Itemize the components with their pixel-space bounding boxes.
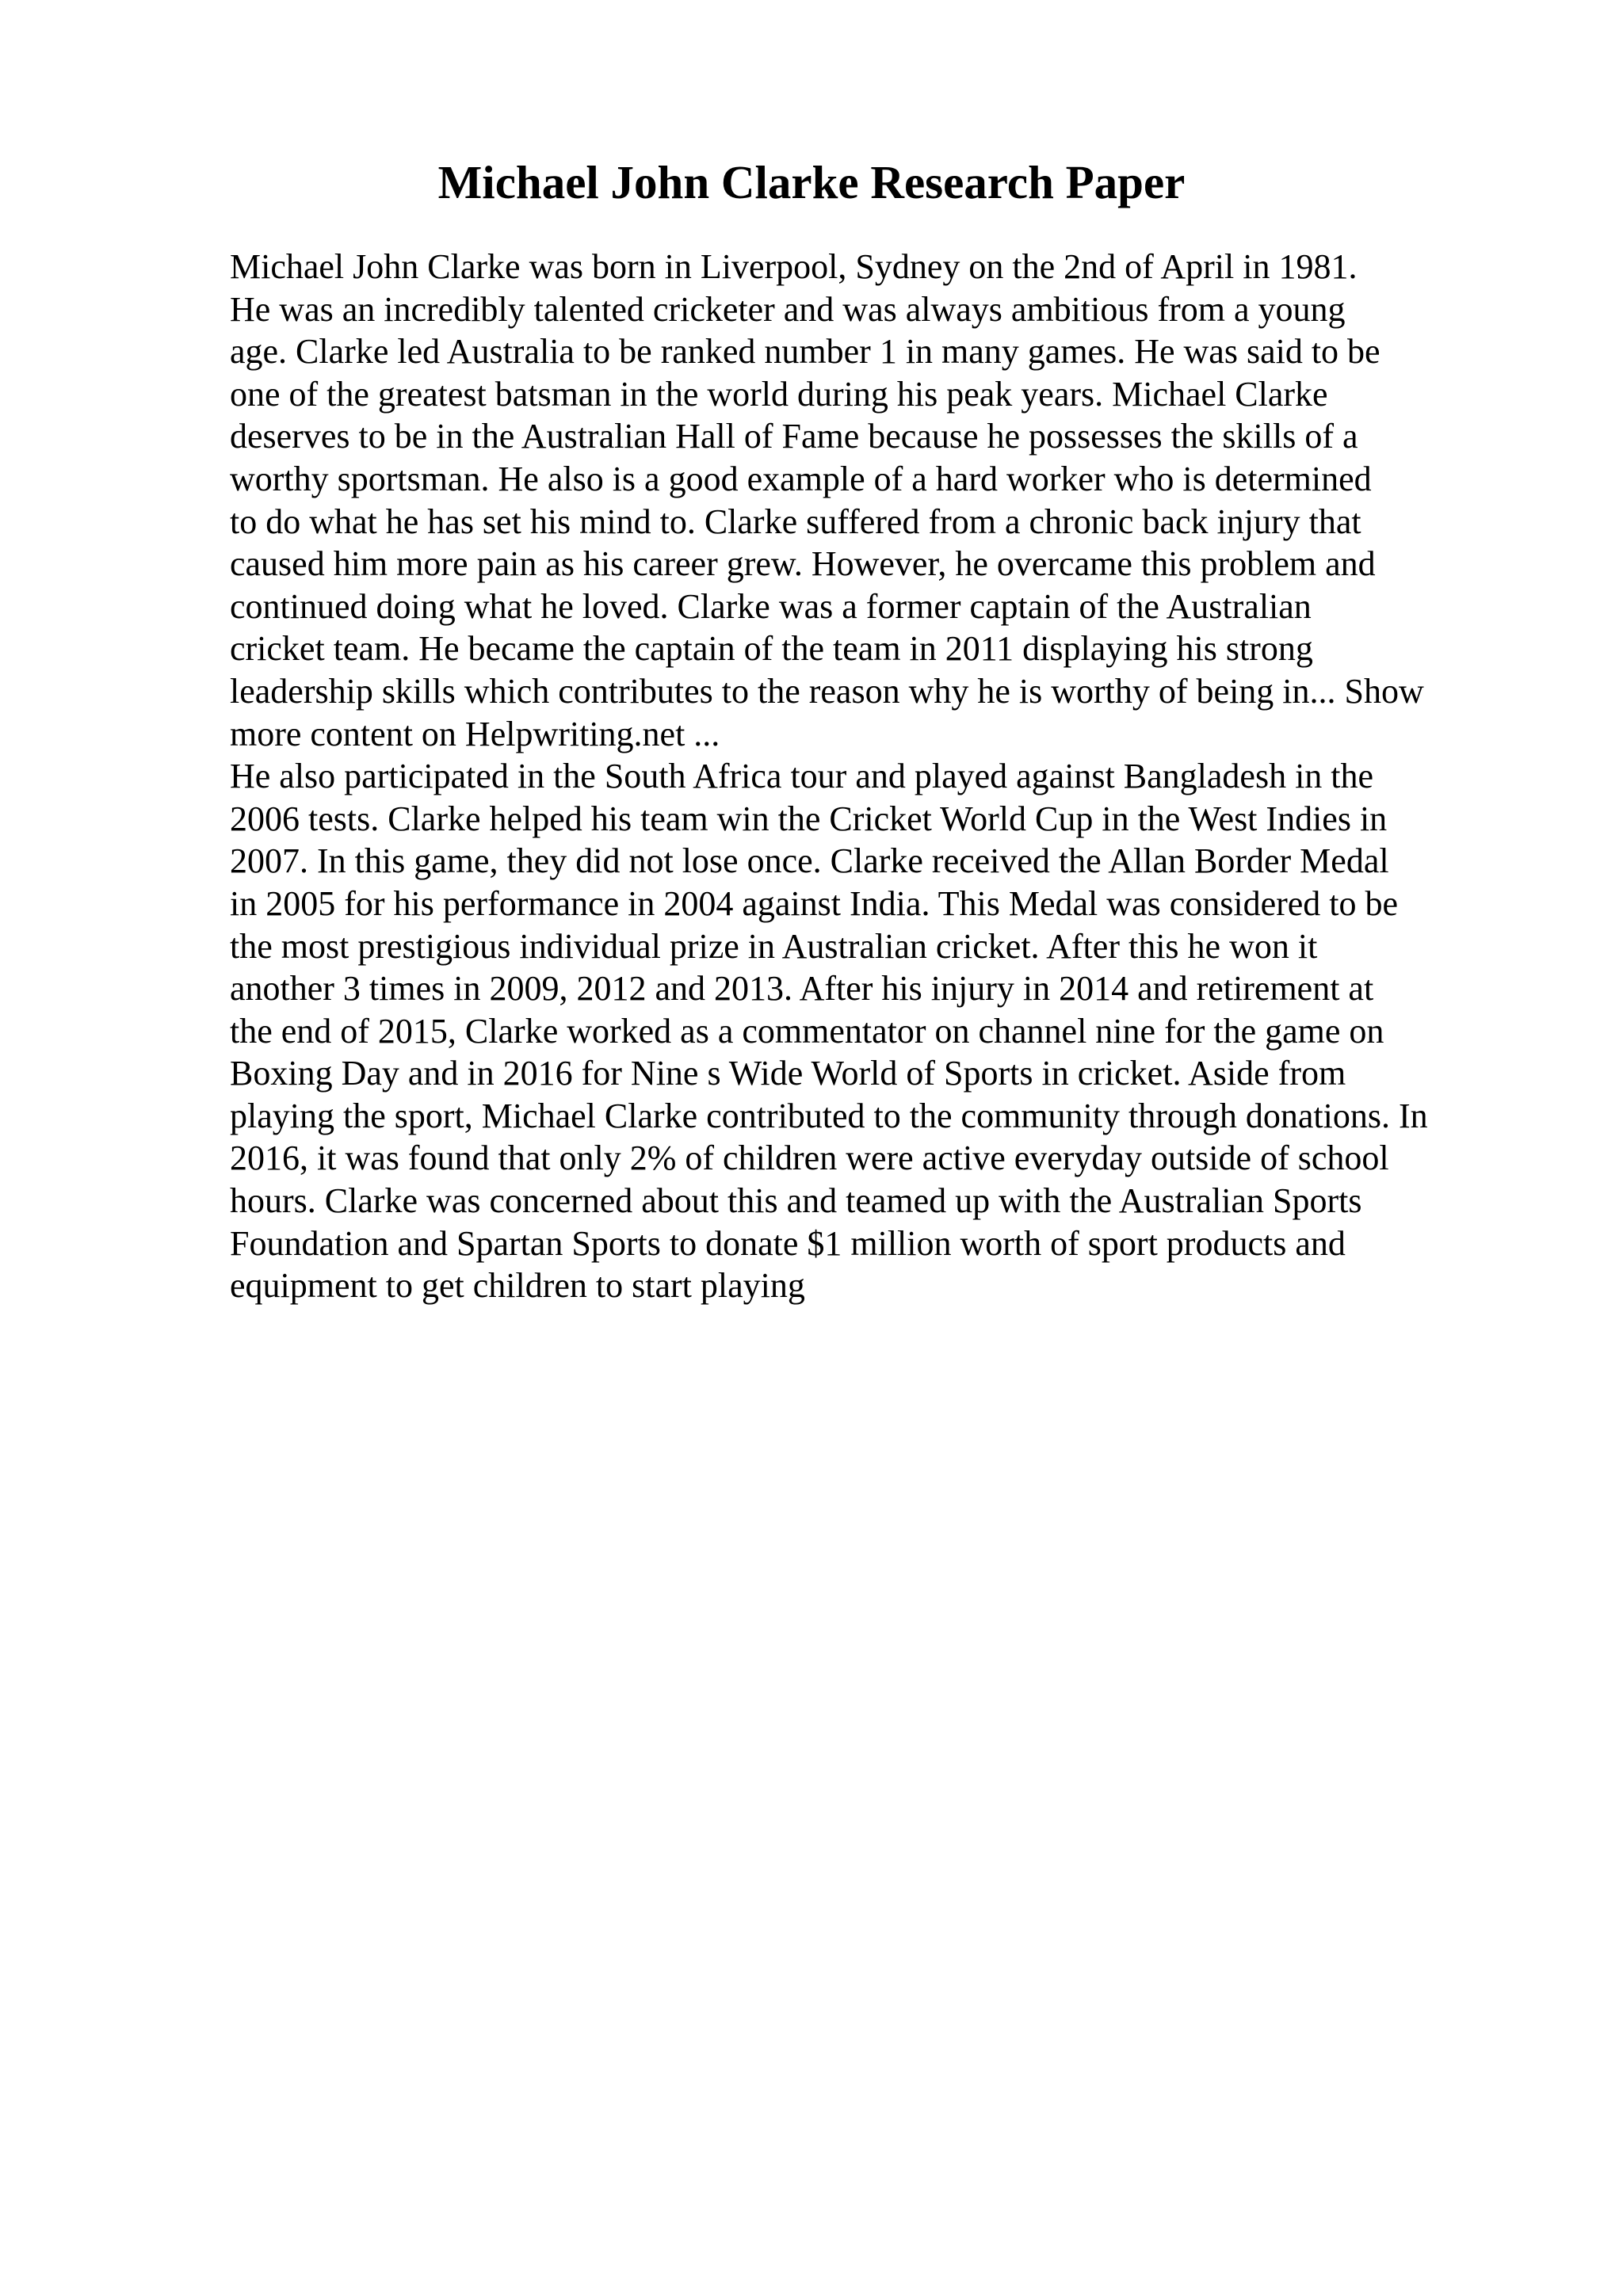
body-line: 2016, it was found that only 2% of children were active everyday outside of school: [230, 1138, 1389, 1178]
body-line: Boxing Day and in 2016 for Nine s Wide World of Sports in cricket. Aside from: [230, 1054, 1346, 1093]
body-line: deserves to be in the Australian Hall of Fame because he possesses the skills of a: [230, 417, 1358, 456]
document-title: Michael John Clarke Research Paper: [437, 156, 1186, 208]
body-line: the most prestigious individual prize in Australian cricket. After this he won it: [230, 926, 1318, 966]
body-line: hours. Clarke was concerned about this and teamed up with the Australian Sports: [230, 1181, 1362, 1221]
body-line: Foundation and Spartan Sports to donate $1 million worth of sport products and: [230, 1223, 1346, 1263]
body-line: Michael John Clarke was born in Liverpool, Sydney on the 2nd of April in 1981.: [230, 247, 1358, 286]
body-line: cricket team. He became the captain of the team in 2011 displaying his strong: [230, 629, 1313, 669]
body-line: one of the greatest batsman in the world during his peak years. Michael Clarke: [230, 374, 1328, 414]
body-line: 2007. In this game, they did not lose once. Clarke received the Allan Border Medal: [230, 841, 1389, 881]
body-line: in 2005 for his performance in 2004 against India. This Medal was considered to be: [230, 883, 1399, 923]
body-line: to do what he has set his mind to. Clarke suffered from a chronic back injury that: [230, 502, 1361, 541]
body-line: 2006 tests. Clarke helped his team win the Cricket World Cup in the West Indies in: [230, 799, 1388, 838]
body-line: leadership skills which contributes to the reason why he is worthy of being in... Show: [230, 671, 1424, 711]
body-line: caused him more pain as his career grew. However, he overcame this problem and: [230, 544, 1376, 584]
body-line: the end of 2015, Clarke worked as a commentator on channel nine for the game on: [230, 1011, 1384, 1051]
body-line: worthy sportsman. He also is a good example of a hard worker who is determined: [230, 459, 1372, 498]
body-line: He was an incredibly talented cricketer and was always ambitious from a young: [230, 289, 1346, 329]
body-line: more content on Helpwriting.net ...: [230, 714, 720, 753]
body-line: another 3 times in 2009, 2012 and 2013. After his injury in 2014 and retirement at: [230, 969, 1374, 1009]
body-line: age. Clarke led Australia to be ranked number 1 in many games. He was said to be: [230, 332, 1381, 372]
body-line: playing the sport, Michael Clarke contributed to the community through donations. In: [230, 1096, 1428, 1135]
body-line: equipment to get children to start playing: [230, 1266, 805, 1306]
body-line: He also participated in the South Africa tour and played against Bangladesh in the: [230, 757, 1374, 796]
document-body: [230, 246, 1593, 1307]
body-line: continued doing what he loved. Clarke was a former captain of the Australian: [230, 586, 1312, 626]
